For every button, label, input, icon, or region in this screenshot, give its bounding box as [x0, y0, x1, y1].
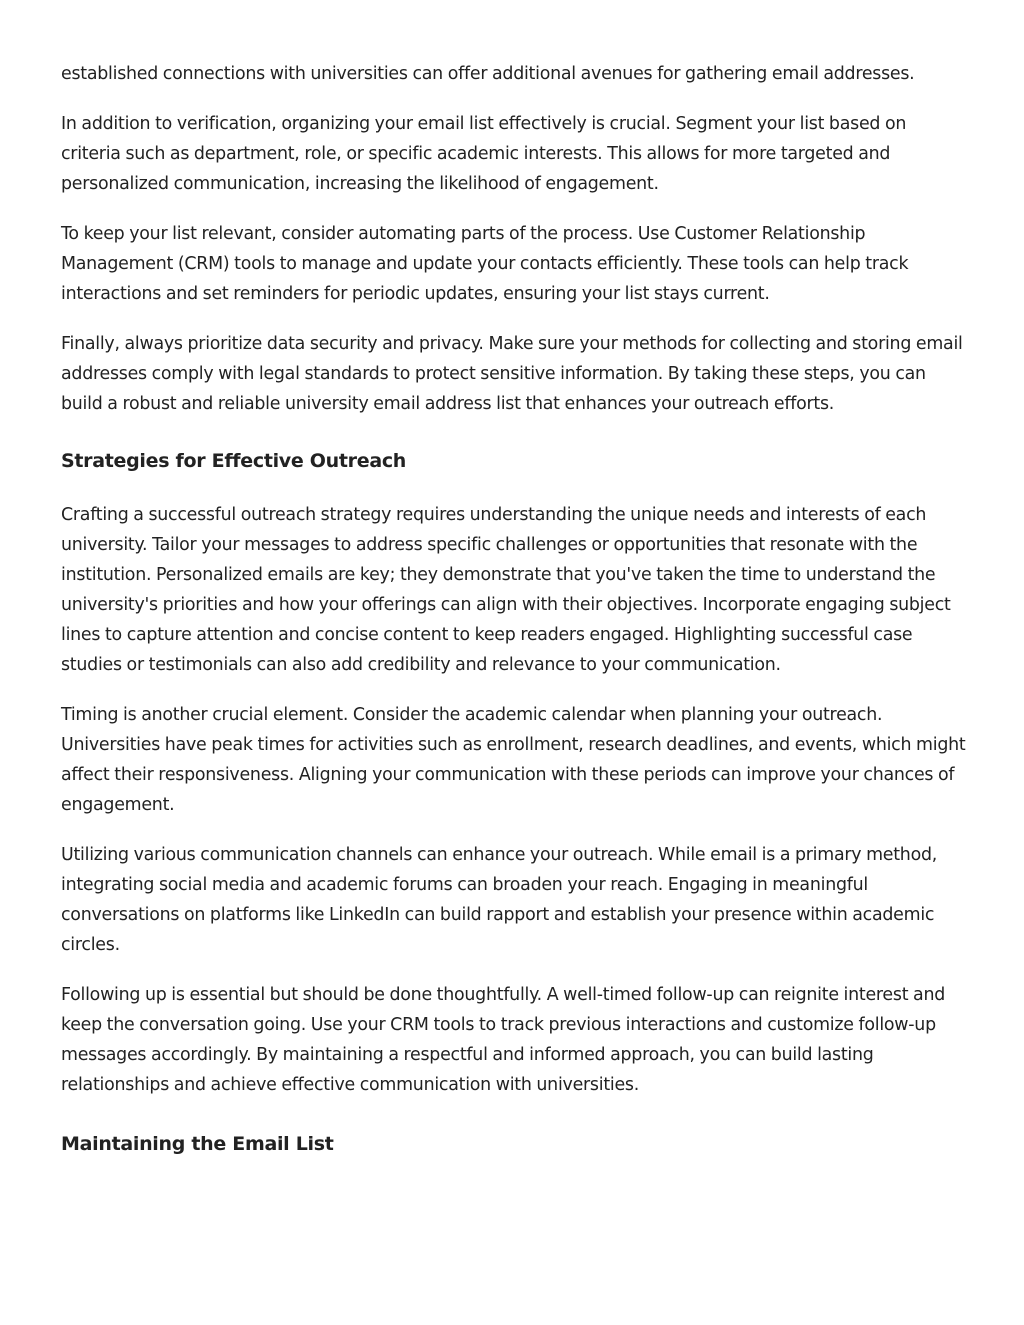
paragraph: Finally, always prioritize data security and privacy. Make sure your methods for collecting and storing email addresses comply with legal standards to protect sensitive information. By taking these steps, you can build a robust and reliable university email address list that enhances your outreach efforts. — [61, 334, 963, 414]
paragraph: To keep your list relevant, consider automating parts of the process. Use Customer Relationship Management (CRM) tools to manage and update your contacts efficiently. These tools can help track interactions and set reminders for periodic updates, ensuring your list stays current. — [61, 224, 909, 304]
paragraph: Timing is another crucial element. Consider the academic calendar when planning your outreach. Universities have peak times for activities such as enrollment, research deadlines, and events, which might affect their responsiveness. Aligning your communication with these periods can improve your chances of engagement. — [61, 705, 966, 815]
paragraph: Crafting a successful outreach strategy requires understanding the unique needs and interests of each university. Tailor your messages to address specific challenges or opportunities that resonate with the institution. Personalized emails are key; they demonstrate that you've taken the time to understand the university's priorities and how your offerings can align with their objectives. Incorporate engaging subject lines to capture attention and concise content to keep readers engaged. Highlighting successful case studies or testimonials can also add credibility and relevance to your communication. — [61, 505, 951, 675]
article-content — [61, 59, 967, 1156]
paragraph: In addition to verification, organizing your email list effectively is crucial. Segment your list based on criteria such as department, role, or specific academic interests. This allows for more targeted and personalized communication, increasing the likelihood of engagement. — [61, 114, 907, 194]
paragraph: established connections with universities can offer additional avenues for gathering email addresses. — [61, 64, 915, 84]
section-heading-maintaining: Maintaining the Email List — [61, 1133, 334, 1155]
paragraph: Utilizing various communication channels can enhance your outreach. While email is a primary method, integrating social media and academic forums can broaden your reach. Engaging in meaningful conversations on platforms like LinkedIn can build rapport and establish your presence within academic circles. — [61, 845, 938, 955]
paragraph: Following up is essential but should be done thoughtfully. A well-timed follow-up can reignite interest and keep the conversation going. Use your CRM tools to track previous interactions and customize follow-up messages accordingly. By maintaining a respectful and informed approach, you can build lasting relationships and achieve effective communication with universities. — [61, 985, 946, 1095]
section-heading-outreach: Strategies for Effective Outreach — [61, 450, 407, 472]
